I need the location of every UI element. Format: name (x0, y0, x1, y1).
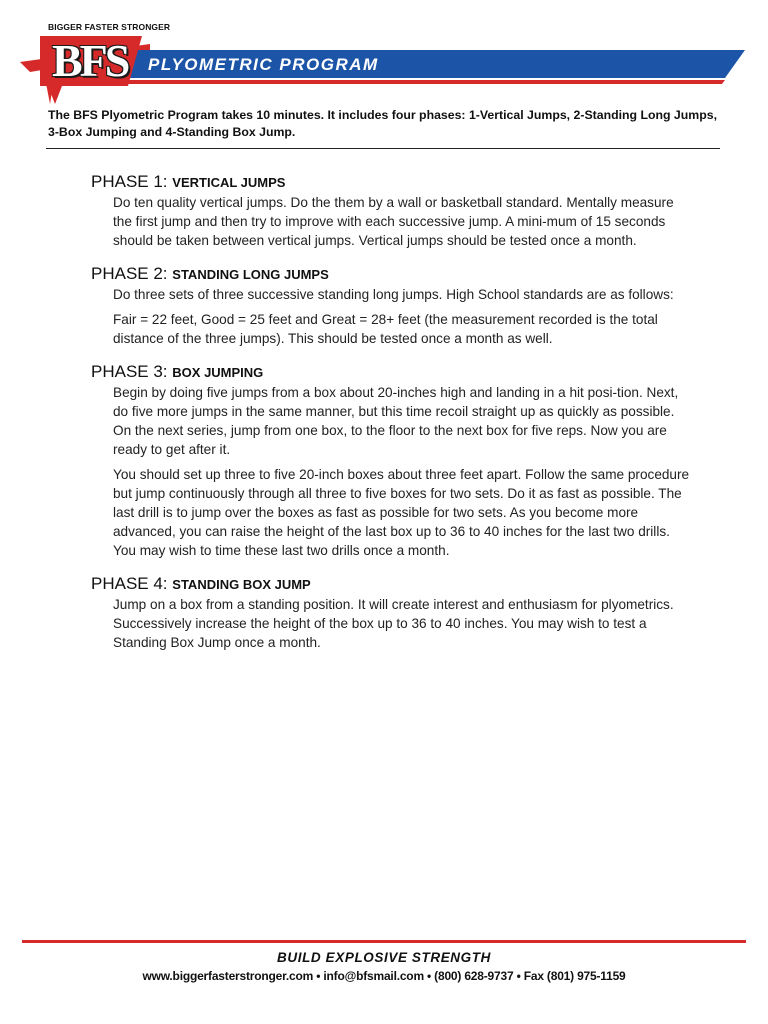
footer-divider (22, 940, 746, 943)
phase-paragraph: Fair = 22 feet, Good = 25 feet and Great = 28+ feet (the measurement recorded is the total (113, 312, 658, 327)
banner-red-underline (110, 80, 725, 84)
intro-divider (46, 148, 720, 149)
phase-title: STANDING LONG JUMPS (172, 267, 329, 282)
footer-contact-info: www.biggerfasterstronger.com • info@bfsmail.com • (800) 628-9737 • Fax (801) 975-1159 (142, 969, 626, 983)
phase-label: PHASE 4: (91, 574, 168, 593)
phase-1-section (91, 172, 691, 250)
phase-label: PHASE 3: (91, 362, 168, 381)
phase-2-heading (91, 264, 691, 285)
phase-label: PHASE 2: (91, 264, 168, 283)
phase-2-section (91, 264, 691, 348)
phase-paragraph: Begin by doing five jumps from a box about 20-inches high and landing in a hit posi-tion. Next, do five more jumps in the same manner, but this time recoil straight up as quickly as possible. On the next series, jump from one box, to the floor to the next box for five reps. Now you are ready to get after it. (113, 385, 679, 457)
brand-tagline: BIGGER FASTER STRONGER (48, 22, 171, 32)
phase-title: BOX JUMPING (172, 365, 264, 380)
bfs-logo: BFS (52, 35, 128, 86)
phase-paragraph: Do ten quality vertical jumps. Do the them by a wall or basketball standard. Mentally measure the first jump and then try to improve with each successive jump. A mini-mum of 15 seconds should be taken between vertical jumps. Vertical jumps should be tested once a month. (113, 195, 674, 248)
phase-4-heading (91, 574, 691, 595)
phase-label: PHASE 1: (91, 172, 168, 191)
phase-paragraph: You should set up three to five 20-inch boxes about three feet apart. Follow the same procedure but jump continuously through all three to five boxes for two sets. Do it as fast as possible. The last drill is to jump over the boxes as fast as possible for two sets. As you become more advanced, you can raise the height of the last box up to 36 to 40 inches for the last two drills. You may wish to time these last two drills once a month. (113, 467, 690, 558)
phase-1-heading (91, 172, 691, 193)
phase-4-section (91, 574, 691, 652)
phase-paragraph: Do three sets of three successive standing long jumps. High School standards are as follows: (113, 287, 674, 302)
footer-slogan: BUILD EXPLOSIVE STRENGTH (277, 950, 491, 965)
phase-paragraph: Jump on a box from a standing position. It will create interest and enthusiasm for plyometrics. Successively increase the height of the box up to 36 to 40 inches. You may wish to test a Standing Box Jump once a month. (113, 597, 674, 650)
phase-3-section (91, 362, 691, 560)
intro-paragraph: The BFS Plyometric Program takes 10 minutes. It includes four phases: 1-Vertical Jumps, 2-Standing Long Jumps, 3-Box Jumping and 4-Standing Box Jump. (48, 108, 717, 139)
phase-paragraph: distance of the three jumps). This should be tested once a month as well. (113, 331, 553, 346)
phase-title: STANDING BOX JUMP (172, 577, 311, 592)
phase-3-heading (91, 362, 691, 383)
phases-content (91, 172, 691, 652)
document-title: PLYOMETRIC PROGRAM (148, 55, 379, 74)
phase-title: VERTICAL JUMPS (172, 175, 286, 190)
